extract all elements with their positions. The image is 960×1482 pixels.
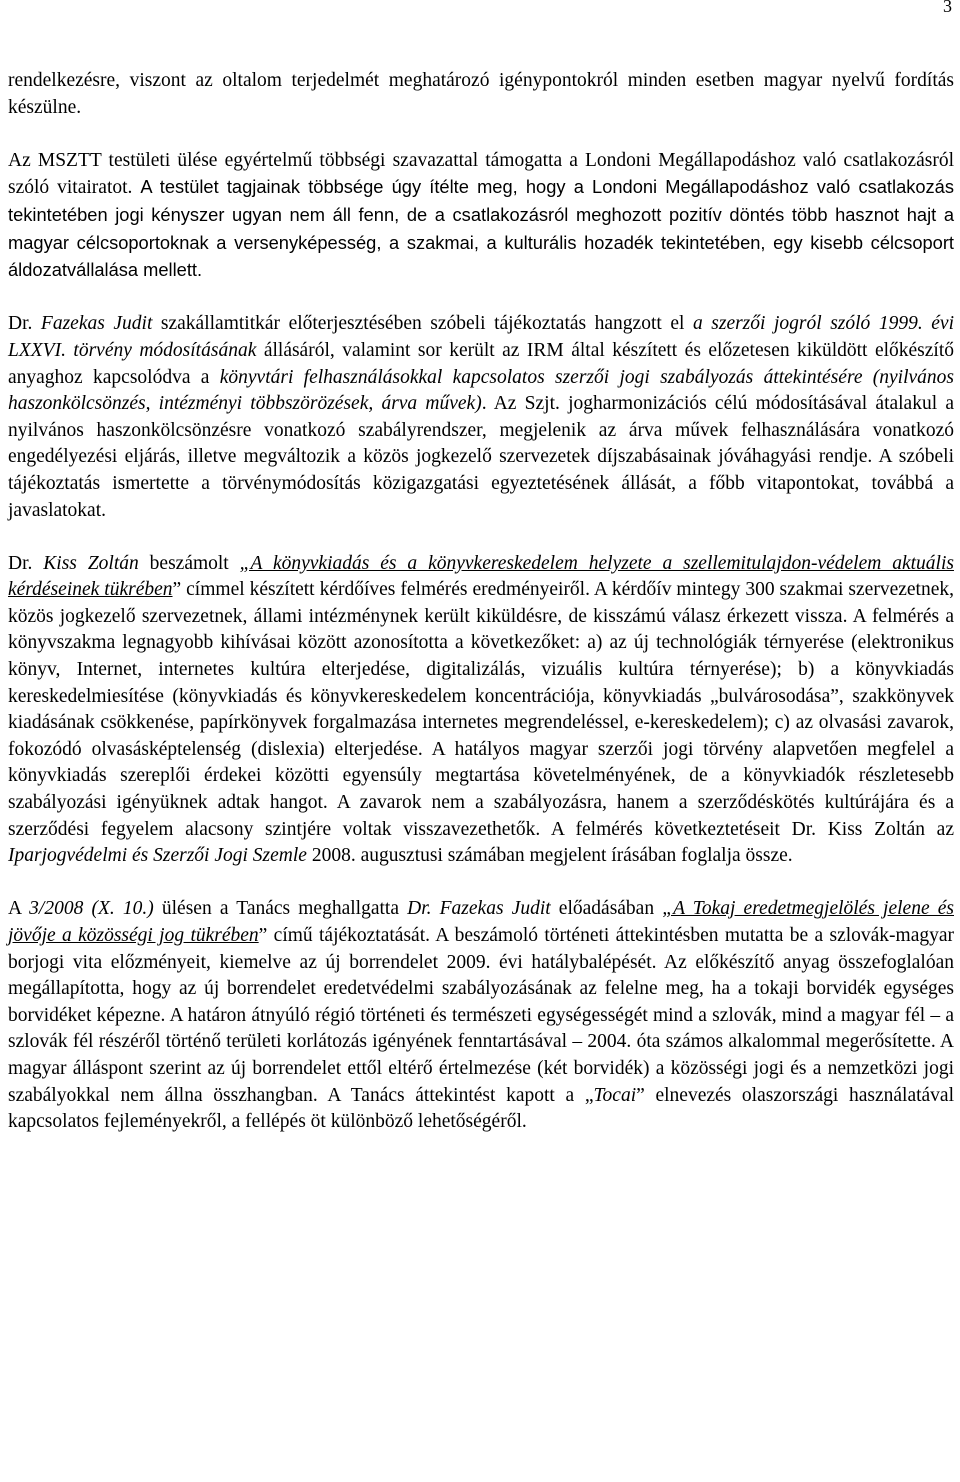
text-segment: előadásában	[550, 898, 663, 920]
text-segment: 2008. augusztusi számában megjelent írásában foglalja össze.	[306, 845, 793, 867]
paragraph-3	[8, 311, 954, 524]
text-segment: állásáról, valamint sor került az IRM által készített és előzetesen kiküldött előkészítő anyaghoz kapcsolódva a	[8, 339, 954, 388]
text-segment: Dr.	[8, 313, 41, 335]
text-segment: Kiss Zoltán	[43, 552, 139, 574]
text-segment: ” című tájékoztatását. A beszámoló történeti áttekintésben mutatta be a szlovák-magyar borjogi vita előzményeit, kiemelve az új borrendelet 2009. évi hatálybalépését. Az előkészítő anyag összefoglalóan megállapította, hogy az új borrendelet eredetvédelmi szabályozásának az felelne meg, ha a tokaji borvidék egységes borvidéket képezne. A határon átnyúló régió történeti és természeti egységességét mind a szlovák, mind a magyar fél – a szlovák fél részéről történő területi korlátozás igényének fenntartásával – 2004. óta számos alkalommal megerősítette. A magyar álláspont szerint az új borrendelet ettől eltérő értelmezése (két borvidék) a közösségi jogi és a nemzetközi jogi szabályokkal nem állna összhangban. A Tanács áttekintést kapott a „	[8, 925, 955, 1106]
text-segment: Dr.	[8, 552, 44, 574]
text-segment: Dr. Fazekas Judit	[407, 898, 551, 920]
text-segment: Az MSZTT testületi ülése egyértelmű többségi szavazattal támogatta a Londoni Megállapodáshoz való csatlakozásról szóló vitairatot.	[8, 149, 954, 199]
text-segment: „A könyvkiadás és a könyvkereskedelem helyzete a szellemitulajdon-védelem aktuális kérdéseinek tükrében	[8, 552, 954, 601]
text-segment: rendelkezésre, viszont az oltalom terjedelmét meghatározó igénypontokról minden esetben magyar nyelvű fordítás készülne.	[8, 70, 954, 118]
text-segment: 3/2008 (X. 10.)	[29, 898, 154, 920]
text-segment: ” elnevezés olaszországi használatával kapcsolatos fejleményekről, a fellépés öt különböző lehetőségéről.	[8, 1084, 955, 1133]
text-segment: ülésen a Tanács meghallgatta	[153, 898, 408, 920]
page-number: 3	[943, 0, 952, 16]
paragraph-5	[8, 896, 954, 1135]
paragraph-2	[8, 148, 954, 285]
text-segment: Tocai	[593, 1084, 637, 1106]
text-segment: ” címmel készített kérdőíves felmérés eredményeiről. A kérdőív mintegy 300 szakmai szervezetnek, közös jogkezelő szervezetnek, állami intézménynek került kiküldésre, de kisszámú válasz érkezett vissza. A felmérés a könyvszakma legnagyobb kihívásai között azonosította a következőket: a) az új technológiák térnyerése (elektronikus könyv, Internet, internetes kultúra elterjedése, digitalizálás, vizuális kultúra térnyerése); b) a könyvkiadás kereskedelmiesítése (könyvkiadás és könyvkereskedelem koncentrációja, könyvkiadás „bulvárosodása”, szakkönyvek kiadásának csökkenése, papírkönyvek forgalmazása internetes megrendeléssel, e-kereskedelem); c) az olvasási zavarok, fokozódó olvasásképtelenség (dislexia) elterjedése. A hatályos magyar szerzői jogi törvény alapvetően megfelel a könyvkiadás szereplői érdekei közötti egyensúly megtartása követelményének, de a könyvkiadók részletesebb szabályozási igényüknek adtak hangot. A zavarok nem a szabályozásra, hanem a szerződéskötés kultúrájára és a szerződési fegyelem alacsony szintjére voltak visszavezethetők. A felmérés következtetéseit Dr. Kiss Zoltán az	[8, 579, 954, 840]
text-segment: A testület tagjainak többsége úgy ítélte meg, hogy a Londoni Megállapodáshoz való csatlakozás tekintetében jogi kényszer ugyan nem áll fenn, de a csatlakozásról meghozott pozitív döntés több hasznot hajt a magyar célcsoportoknak a versenyképesség, a szakmai, a kulturális hozadék tekintetében, egy kisebb célcsoport áldozatvállalása mellett.	[8, 176, 954, 281]
text-segment: könyvtári felhasználásokkal kapcsolatos szerzői jogi szabályozás áttekintésére (nyilvános haszonkölcsönzés, intézményi többszörözések, árva művek)	[8, 366, 954, 415]
text-segment: beszámolt	[138, 552, 240, 574]
paragraph-1	[8, 68, 954, 121]
document-body	[8, 68, 954, 1136]
text-segment: A	[8, 898, 30, 920]
text-segment: Fazekas Judit	[40, 313, 153, 335]
text-segment: . Az Szjt. jogharmonizációs célú módosításával átalakul a nyilvános haszonkölcsönzésre vonatkozó szabályrendszer, megjelenik az árva művek felhasználására vonatkozó engedélyezési eljárás, illetve megváltozik a közös jogkezelő szervezetek díjszabásainak jóváhagyási rendje. A szóbeli tájékoztatás ismertette a törvénymódosítás közigazgatási egyeztetésének állását, a főbb vitapontokat, továbbá a javaslatokat.	[8, 393, 954, 521]
paragraph-4	[8, 551, 954, 870]
text-segment: „A Tokaj eredetmegjelölés jelene és jövője a közösségi jog tükrében	[8, 898, 954, 946]
text-segment: szakállamtitkár előterjesztésében szóbeli tájékoztatás hangzott el	[152, 313, 693, 335]
text-segment: a szerzői jogról szóló 1999. évi LXXVI. törvény módosításának	[8, 313, 954, 361]
text-segment: Iparjogvédelmi és Szerzői Jogi Szemle	[8, 845, 307, 867]
